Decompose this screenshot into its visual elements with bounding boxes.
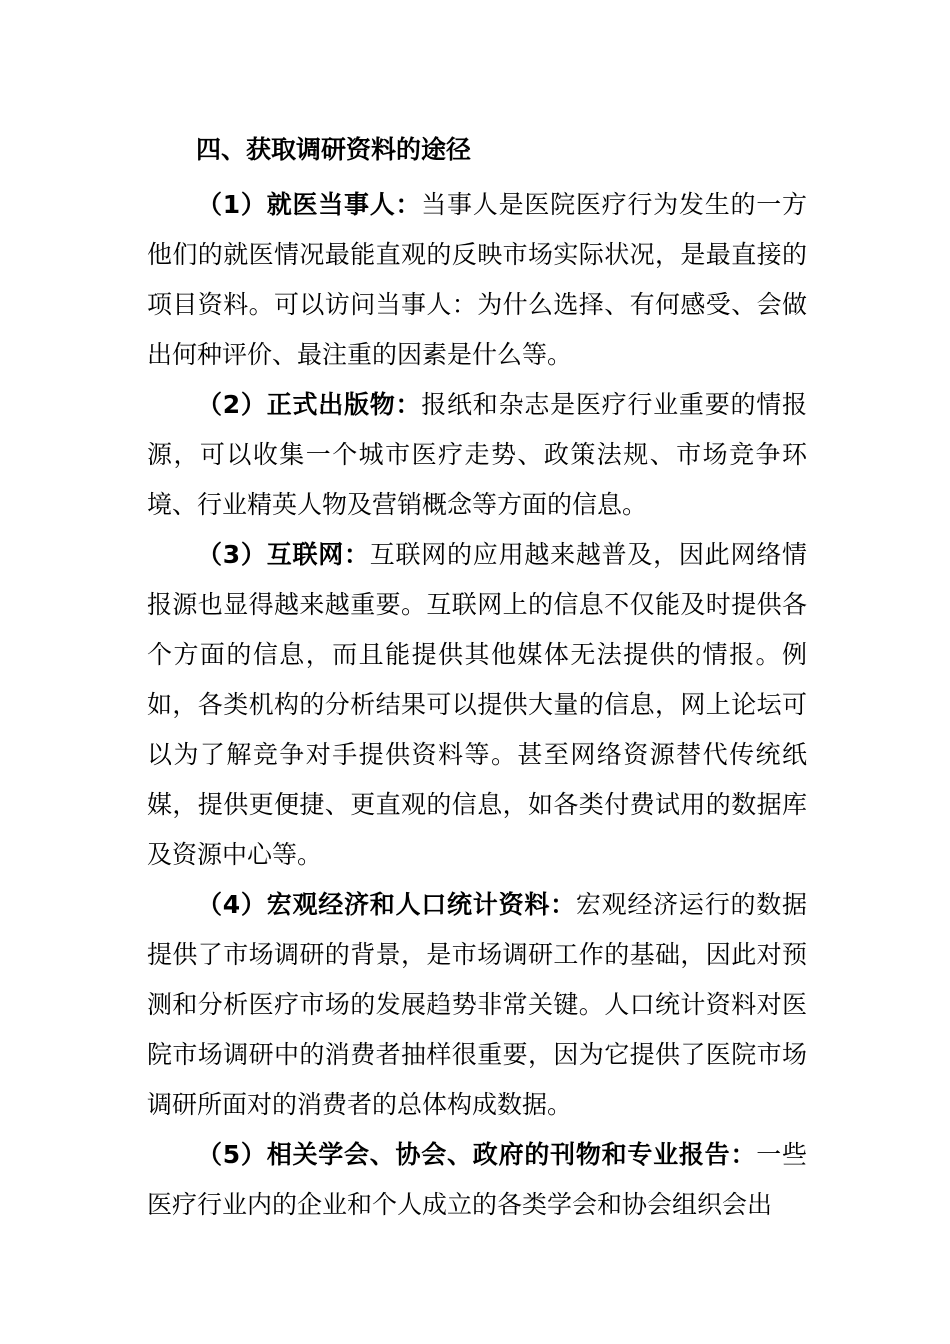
paragraph-1-text: 当事人是医院医疗行为发生的一方他们的就医情况最能直观的反映市场实际状况，是最直接的项目资料。可以访问当事人：为什么选择、有何感受、会做出何种评价、最注重的因素是什么等。 — [147, 190, 807, 369]
paragraph-4-text: 宏观经济运行的数据提供了市场调研的背景，是市场调研工作的基础，因此对预测和分析医疗市场的发展趋势非常关键。人口统计资料对医院市场调研中的消费者抽样很重要，因为它提供了医院市场调研所面对的消费者的总体构成数据。 — [147, 890, 807, 1119]
paragraph-3-text: 互联网的应用越来越普及，因此网络情报源也显得越来越重要。互联网上的信息不仅能及时提供各个方面的信息，而且能提供其他媒体无法提供的情报。例如，各类机构的分析结果可以提供大量的信息，网上论坛可以为了解竞争对手提供资料等。甚至网络资源替代传统纸媒，提供更便捷、更直观的信息，如各类付费试用的数据库及资源中心等。 — [147, 540, 807, 869]
paragraph-4 — [147, 880, 807, 1130]
paragraph-2-text: 报纸和杂志是医疗行业重要的情报源，可以收集一个城市医疗走势、政策法规、市场竞争环境、行业精英人物及营销概念等方面的信息。 — [147, 390, 807, 519]
body-text — [147, 180, 807, 1230]
paragraph-2-label: （2）正式出版物： — [197, 390, 422, 419]
paragraph-5-text: 一些医疗行业内的企业和个人成立的各类学会和协会组织会出 — [147, 1140, 807, 1219]
paragraph-1 — [147, 180, 807, 380]
paragraph-5-label: （5）相关学会、协会、政府的刊物和专业报告： — [197, 1140, 757, 1169]
paragraph-3-label: （3）互联网： — [197, 540, 370, 569]
paragraph-2 — [147, 380, 807, 530]
paragraph-4-label: （4）宏观经济和人口统计资料： — [197, 890, 576, 919]
paragraph-3 — [147, 530, 807, 880]
paragraph-1-label: （1）就医当事人： — [197, 190, 422, 219]
section-heading: 四、获取调研资料的途径 — [196, 135, 472, 164]
paragraph-5 — [147, 1130, 807, 1230]
